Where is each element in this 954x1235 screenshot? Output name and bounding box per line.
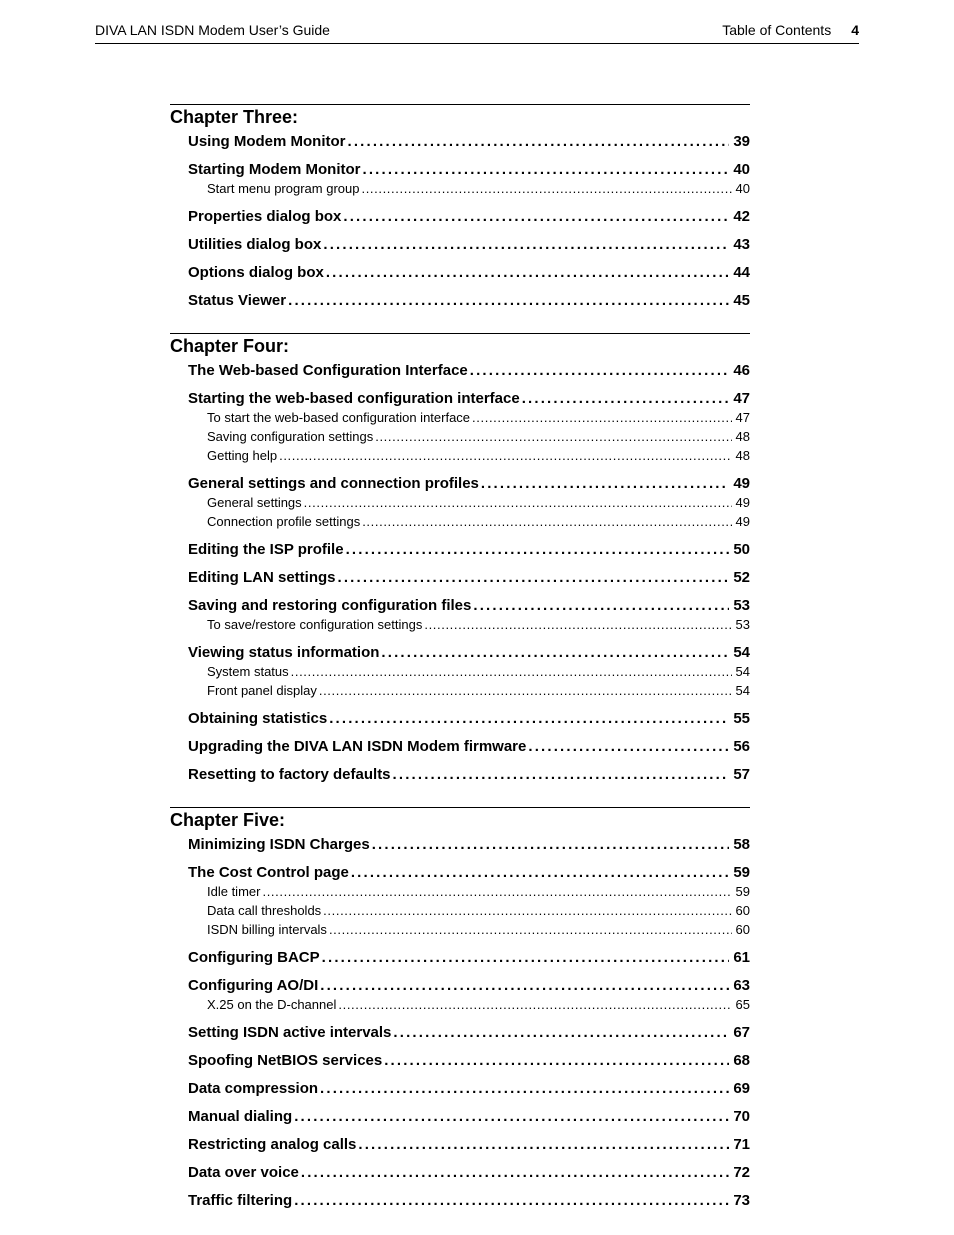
toc-page-number: 59 <box>735 884 750 899</box>
toc-page-number: 47 <box>733 390 750 407</box>
dot-leader <box>319 681 732 700</box>
toc-subentry[interactable] <box>207 493 750 512</box>
toc-entry-text: System status <box>207 664 289 679</box>
toc-entry[interactable] <box>188 765 750 784</box>
toc-entry-text: Data call thresholds <box>207 903 322 918</box>
toc-entry[interactable] <box>188 1135 750 1154</box>
section-title: Table of Contents <box>722 22 832 38</box>
toc-entry-text: Restricting analog calls <box>188 1136 357 1153</box>
dot-leader <box>351 863 729 882</box>
toc-entry-text: Traffic filtering <box>188 1192 293 1209</box>
toc-subentry[interactable] <box>207 615 750 634</box>
toc-subentry[interactable] <box>207 179 750 198</box>
toc-entry[interactable] <box>188 976 750 995</box>
toc-entry[interactable] <box>188 568 750 587</box>
toc-page-number: 50 <box>733 541 750 558</box>
toc-page-number: 53 <box>733 597 750 614</box>
chapter-section <box>170 104 750 310</box>
toc-page-number: 43 <box>733 236 750 253</box>
toc-entry-text: Data compression <box>188 1080 319 1097</box>
dot-leader <box>393 765 730 784</box>
toc-page-number: 49 <box>733 475 750 492</box>
toc-page-number: 52 <box>733 569 750 586</box>
dot-leader <box>343 207 729 226</box>
dot-leader <box>372 835 730 854</box>
toc-entry-text: Upgrading the DIVA LAN ISDN Modem firmware <box>188 738 527 755</box>
toc-subentry[interactable] <box>207 427 750 446</box>
dot-leader <box>320 1079 729 1098</box>
toc-entry-text: ISDN billing intervals <box>207 922 327 937</box>
dot-leader <box>262 882 731 901</box>
toc-entry[interactable] <box>188 474 750 493</box>
toc-subentry[interactable] <box>207 681 750 700</box>
toc-entry-text: Spoofing NetBIOS services <box>188 1052 383 1069</box>
toc-page-number: 72 <box>733 1164 750 1181</box>
dot-leader <box>393 1023 729 1042</box>
toc-entry-text: X.25 on the D-channel <box>207 997 337 1012</box>
toc-entry[interactable] <box>188 361 750 380</box>
toc-entry[interactable] <box>188 643 750 662</box>
toc-entry[interactable] <box>188 291 750 310</box>
toc-page-number: 55 <box>733 710 750 727</box>
toc-subentry[interactable] <box>207 446 750 465</box>
chapter-section <box>170 333 750 784</box>
dot-leader <box>320 976 729 995</box>
toc-subentry[interactable] <box>207 662 750 681</box>
toc-entry-text: Connection profile settings <box>207 514 361 529</box>
dot-leader <box>323 235 729 254</box>
toc-entry-text: To start the web-based configuration interface <box>207 410 471 425</box>
document-title: DIVA LAN ISDN Modem User’s Guide <box>95 22 330 38</box>
toc-page-number: 61 <box>733 949 750 966</box>
toc-page-number: 54 <box>735 683 750 698</box>
dot-leader <box>288 291 729 310</box>
dot-leader <box>361 179 731 198</box>
toc-entry[interactable] <box>188 863 750 882</box>
dot-leader <box>323 901 731 920</box>
toc-page-number: 59 <box>733 864 750 881</box>
table-of-contents <box>170 104 750 1233</box>
toc-entry[interactable] <box>188 160 750 179</box>
toc-entry[interactable] <box>188 1051 750 1070</box>
toc-subentry[interactable] <box>207 882 750 901</box>
dot-leader <box>301 1163 729 1182</box>
toc-page-number: 63 <box>733 977 750 994</box>
toc-entry-text: Minimizing ISDN Charges <box>188 836 370 853</box>
toc-entry-text: Configuring BACP <box>188 949 320 966</box>
toc-entry-text: Viewing status information <box>188 644 380 661</box>
toc-entry-text: Status Viewer <box>188 292 287 309</box>
toc-entry[interactable] <box>188 709 750 728</box>
dot-leader <box>346 540 730 559</box>
toc-entry[interactable] <box>188 263 750 282</box>
toc-page-number: 40 <box>733 161 750 178</box>
dot-leader <box>329 920 732 939</box>
toc-entry[interactable] <box>188 835 750 854</box>
toc-entry[interactable] <box>188 389 750 408</box>
toc-page-number: 57 <box>733 766 750 783</box>
dot-leader <box>384 1051 729 1070</box>
dot-leader <box>528 737 729 756</box>
toc-page-number: 54 <box>733 644 750 661</box>
toc-page-number: 45 <box>733 292 750 309</box>
toc-entry[interactable] <box>188 737 750 756</box>
dot-leader <box>424 615 731 634</box>
toc-entry[interactable] <box>188 207 750 226</box>
toc-page-number: 42 <box>733 208 750 225</box>
dot-leader <box>375 427 731 446</box>
dot-leader <box>362 512 731 531</box>
toc-page-number: 47 <box>735 410 750 425</box>
toc-entry-text: Saving and restoring configuration files <box>188 597 472 614</box>
dot-leader <box>279 446 731 465</box>
toc-entry-text: Using Modem Monitor <box>188 133 346 150</box>
dot-leader <box>363 160 730 179</box>
toc-entry-text: Manual dialing <box>188 1108 293 1125</box>
dot-leader <box>326 263 729 282</box>
dot-leader <box>522 389 730 408</box>
toc-entry[interactable] <box>188 948 750 967</box>
toc-page-number: 46 <box>733 362 750 379</box>
dot-leader <box>338 568 730 587</box>
dot-leader <box>329 709 729 728</box>
toc-subentry[interactable] <box>207 408 750 427</box>
toc-entry[interactable] <box>188 235 750 254</box>
dot-leader <box>472 408 731 427</box>
toc-entry-text: The Web-based Configuration Interface <box>188 362 468 379</box>
toc-page-number: 56 <box>733 738 750 755</box>
toc-entry[interactable] <box>188 540 750 559</box>
toc-page-number: 68 <box>733 1052 750 1069</box>
toc-page-number: 70 <box>733 1108 750 1125</box>
toc-page-number: 49 <box>735 514 750 529</box>
toc-entry[interactable] <box>188 1191 750 1210</box>
toc-entry[interactable] <box>188 1079 750 1098</box>
toc-page-number: 58 <box>733 836 750 853</box>
toc-entry-text: Utilities dialog box <box>188 236 322 253</box>
dot-leader <box>294 1191 729 1210</box>
toc-entry-text: To save/restore configuration settings <box>207 617 423 632</box>
toc-page-number: 44 <box>733 264 750 281</box>
dot-leader <box>358 1135 729 1154</box>
dot-leader <box>322 948 730 967</box>
toc-entry-text: The Cost Control page <box>188 864 349 881</box>
toc-entry[interactable] <box>188 1107 750 1126</box>
toc-entry-text: Editing LAN settings <box>188 569 336 586</box>
toc-entry-text: Getting help <box>207 448 278 463</box>
toc-page-number: 65 <box>735 997 750 1012</box>
toc-page-number: 60 <box>735 903 750 918</box>
toc-page-number: 67 <box>733 1024 750 1041</box>
dot-leader <box>294 1107 729 1126</box>
toc-entry-text: Start menu program group <box>207 181 360 196</box>
toc-entry-text: Starting Modem Monitor <box>188 161 361 178</box>
page-number: 4 <box>851 22 859 38</box>
toc-entry[interactable] <box>188 1023 750 1042</box>
toc-page-number: 48 <box>735 448 750 463</box>
toc-page-number: 48 <box>735 429 750 444</box>
chapter-title: Chapter Five: <box>170 810 286 830</box>
toc-entry[interactable] <box>188 596 750 615</box>
toc-page-number: 39 <box>733 133 750 150</box>
toc-entry-text: Obtaining statistics <box>188 710 328 727</box>
dot-leader <box>381 643 729 662</box>
toc-entry[interactable] <box>188 1163 750 1182</box>
toc-entry-text: Options dialog box <box>188 264 324 281</box>
toc-page-number: 60 <box>735 922 750 937</box>
toc-page-number: 73 <box>733 1192 750 1209</box>
toc-entry-text: Configuring AO/DI <box>188 977 319 994</box>
chapter-title: Chapter Four: <box>170 336 289 356</box>
toc-entry[interactable] <box>188 132 750 151</box>
toc-page-number: 49 <box>735 495 750 510</box>
dot-leader <box>304 493 732 512</box>
dot-leader <box>348 132 730 151</box>
header-right <box>722 22 859 38</box>
toc-entry-text: Editing the ISP profile <box>188 541 344 558</box>
chapter-title: Chapter Three: <box>170 107 299 127</box>
toc-page-number: 69 <box>733 1080 750 1097</box>
toc-page-number: 54 <box>735 664 750 679</box>
toc-entry-text: Setting ISDN active intervals <box>188 1024 392 1041</box>
dot-leader <box>291 662 732 681</box>
toc-page-number: 53 <box>735 617 750 632</box>
page-header <box>95 20 859 44</box>
toc-entry-text: Properties dialog box <box>188 208 342 225</box>
toc-entry-text: Resetting to factory defaults <box>188 766 391 783</box>
toc-page-number: 71 <box>733 1136 750 1153</box>
toc-entry-text: Starting the web-based configuration interface <box>188 390 520 407</box>
toc-subentry[interactable] <box>207 901 750 920</box>
toc-page-number: 40 <box>735 181 750 196</box>
dot-leader <box>473 596 729 615</box>
toc-subentry[interactable] <box>207 512 750 531</box>
dot-leader <box>338 995 731 1014</box>
dot-leader <box>470 361 730 380</box>
toc-entry-text: General settings <box>207 495 302 510</box>
toc-subentry[interactable] <box>207 995 750 1014</box>
toc-entry-text: Front panel display <box>207 683 317 698</box>
dot-leader <box>481 474 729 493</box>
toc-entry-text: Saving configuration settings <box>207 429 374 444</box>
toc-subentry[interactable] <box>207 920 750 939</box>
toc-entry-text: Data over voice <box>188 1164 299 1181</box>
toc-entry-text: General settings and connection profiles <box>188 475 479 492</box>
toc-entry-text: Idle timer <box>207 884 261 899</box>
chapter-section <box>170 807 750 1210</box>
